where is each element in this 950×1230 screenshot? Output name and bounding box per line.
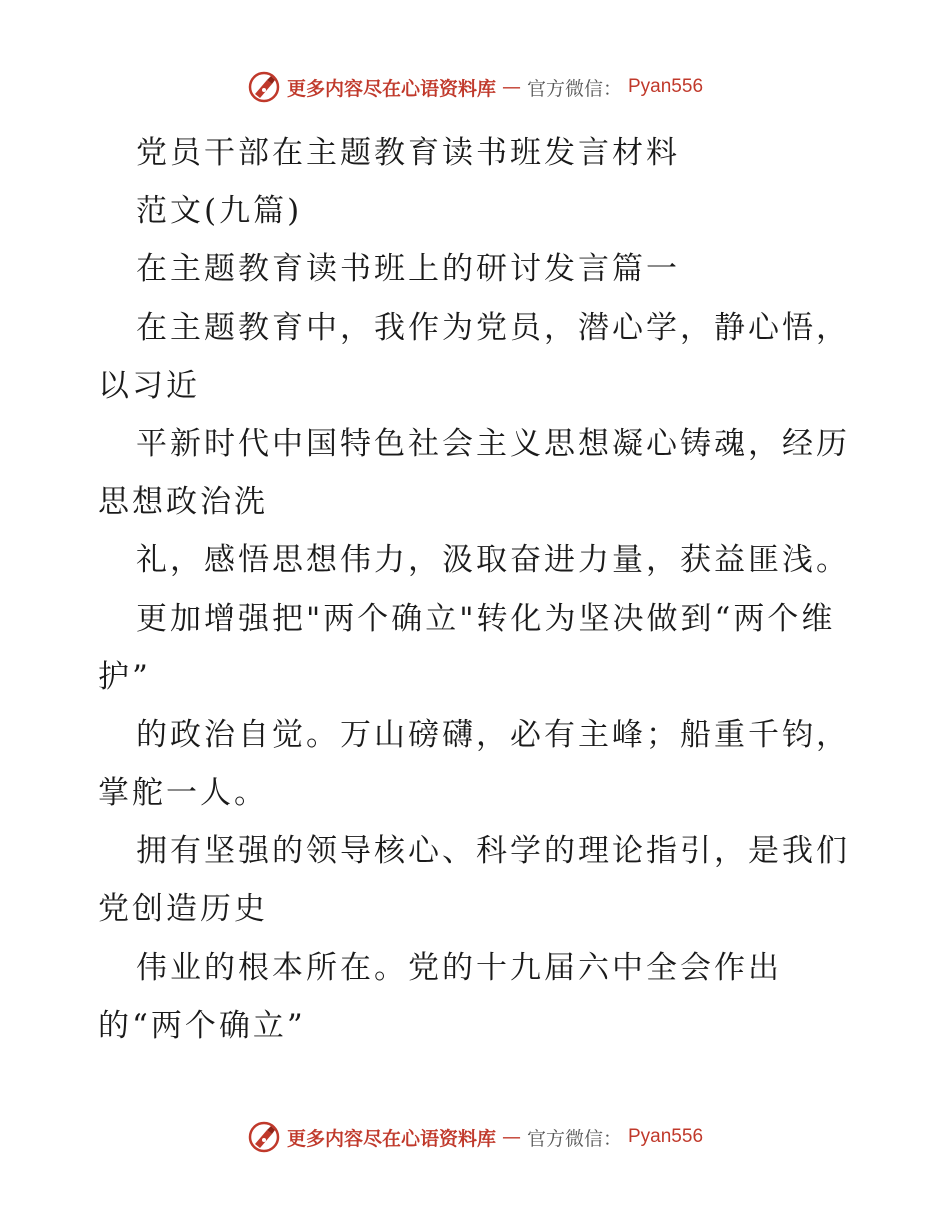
watermark-separator: —	[501, 1126, 521, 1148]
text-line: 的“两个确立”	[98, 1007, 306, 1044]
text-line: 范文(九篇)	[136, 193, 303, 230]
pen-logo-icon	[247, 1120, 281, 1154]
pen-logo-icon	[247, 70, 281, 104]
text-line: 党创造历史	[98, 891, 268, 928]
text-line: 拥有坚强的领导核心、科学的理论指引，是我们	[136, 833, 850, 870]
text-line: 以习近	[98, 367, 200, 404]
text-line: 的政治自觉。万山磅礴，必有主峰；船重千钧，	[136, 716, 850, 753]
text-line: 护”	[98, 658, 151, 695]
text-line: 在主题教育读书班上的研讨发言篇一	[136, 251, 680, 288]
text-line: 平新时代中国特色社会主义思想凝心铸魂，经历	[136, 425, 850, 462]
text-line: 礼，感悟思想伟力，汲取奋进力量，获益匪浅。	[136, 542, 850, 579]
text-line: 掌舵一人。	[98, 775, 268, 812]
watermark-text: 更多内容尽在心语资料库	[286, 1127, 496, 1150]
text-line: 伟业的根本所在。党的十九届六中全会作出	[136, 949, 782, 986]
watermark-official-label: 官方微信：	[526, 1127, 622, 1150]
footer-watermark	[0, 1120, 950, 1154]
document-body	[98, 124, 858, 1055]
watermark-wechat-id: Pyan556	[628, 76, 704, 97]
header-watermark	[0, 70, 950, 104]
watermark-wechat-id: Pyan556	[628, 1126, 704, 1147]
text-line: 党员干部在主题教育读书班发言材料	[136, 135, 680, 171]
watermark-separator: —	[501, 76, 521, 98]
text-line: 更加增强把"两个确立"转化为坚决做到“两个维	[136, 600, 836, 637]
text-line: 在主题教育中，我作为党员，潜心学，静心悟，	[136, 309, 850, 346]
watermark-official-label: 官方微信：	[526, 77, 622, 100]
watermark-text: 更多内容尽在心语资料库	[286, 77, 496, 100]
text-line: 思想政治洗	[98, 484, 268, 521]
